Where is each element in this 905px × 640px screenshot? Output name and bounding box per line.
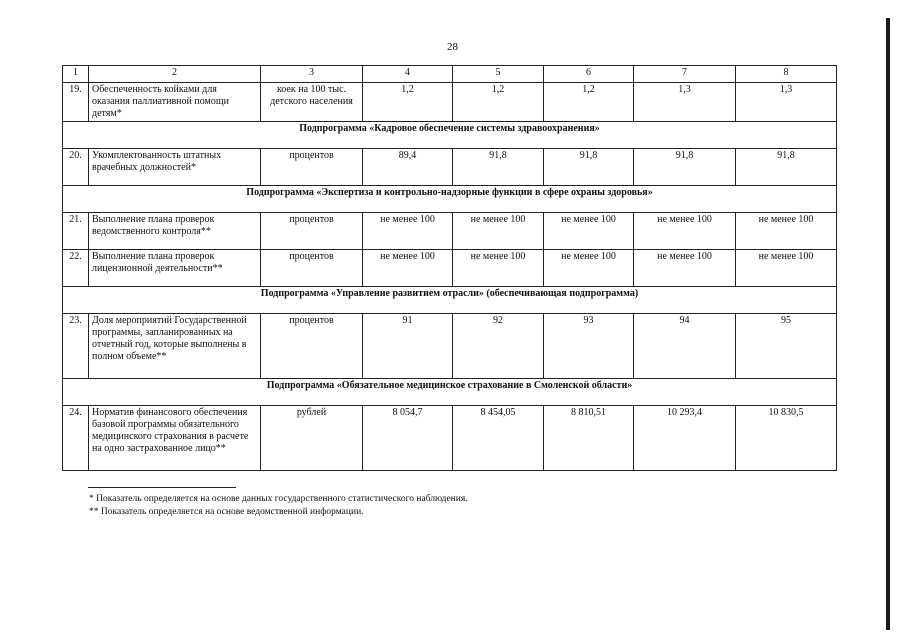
indicator-unit: коек на 100 тыс. детского населения bbox=[261, 83, 363, 122]
indicator-unit: рублей bbox=[261, 406, 363, 471]
indicator-value: не менее 100 bbox=[736, 213, 837, 250]
indicators-table bbox=[62, 65, 837, 471]
subprogram-title: Подпрограмма «Управление развитием отрасли» (обеспечивающая подпрограмма) bbox=[63, 287, 837, 314]
indicator-value: не менее 100 bbox=[363, 213, 453, 250]
indicator-name: Доля мероприятий Государственной программы, запланированных на отчетный год, которые выполнены в полном объеме** bbox=[89, 314, 261, 379]
indicator-value: 1,3 bbox=[736, 83, 837, 122]
footnotes bbox=[89, 493, 789, 519]
indicator-number: 22. bbox=[63, 250, 89, 287]
column-number: 3 bbox=[261, 66, 363, 83]
indicator-number: 24. bbox=[63, 406, 89, 471]
column-number: 8 bbox=[736, 66, 837, 83]
indicator-value: не менее 100 bbox=[634, 213, 736, 250]
indicator-value: не менее 100 bbox=[453, 250, 544, 287]
indicator-value: не менее 100 bbox=[736, 250, 837, 287]
indicator-value: не менее 100 bbox=[544, 250, 634, 287]
indicator-row bbox=[63, 213, 837, 250]
indicator-value: 91,8 bbox=[736, 149, 837, 186]
subprogram-title: Подпрограмма «Экспертиза и контрольно-надзорные функции в сфере охраны здоровья» bbox=[63, 186, 837, 213]
column-number: 4 bbox=[363, 66, 453, 83]
indicator-value: 8 810,51 bbox=[544, 406, 634, 471]
indicator-name: Норматив финансового обеспечения базовой программы обязательного медицинского страхования в расчете на одно застрахованное лицо** bbox=[89, 406, 261, 471]
indicator-value: 92 bbox=[453, 314, 544, 379]
indicator-value: 91,8 bbox=[634, 149, 736, 186]
indicator-value: 8 054,7 bbox=[363, 406, 453, 471]
indicators-table-body bbox=[63, 66, 837, 471]
column-number: 5 bbox=[453, 66, 544, 83]
page-edge-bar bbox=[886, 18, 890, 630]
indicator-value: 1,2 bbox=[544, 83, 634, 122]
subprogram-header-row bbox=[63, 379, 837, 406]
footnote-departmental: ** Показатель определяется на основе ведомственной информации. bbox=[89, 507, 364, 517]
indicator-number: 20. bbox=[63, 149, 89, 186]
indicator-value: 91,8 bbox=[453, 149, 544, 186]
subprogram-title: Подпрограмма «Обязательное медицинское страхование в Смоленской области» bbox=[63, 379, 837, 406]
indicator-row bbox=[63, 83, 837, 122]
column-number: 7 bbox=[634, 66, 736, 83]
indicator-value: 1,3 bbox=[634, 83, 736, 122]
subprogram-header-row bbox=[63, 287, 837, 314]
subprogram-header-row bbox=[63, 186, 837, 213]
indicator-unit: процентов bbox=[261, 314, 363, 379]
indicator-value: 1,2 bbox=[363, 83, 453, 122]
subprogram-header-row bbox=[63, 122, 837, 149]
indicator-name: Выполнение плана проверок ведомственного контроля** bbox=[89, 213, 261, 250]
indicator-value: 10 830,5 bbox=[736, 406, 837, 471]
indicator-value: 93 bbox=[544, 314, 634, 379]
indicator-value: не менее 100 bbox=[453, 213, 544, 250]
indicator-name: Выполнение плана проверок лицензионной деятельности** bbox=[89, 250, 261, 287]
indicator-value: 8 454,05 bbox=[453, 406, 544, 471]
indicator-number: 21. bbox=[63, 213, 89, 250]
column-number-row bbox=[63, 66, 837, 83]
indicator-unit: процентов bbox=[261, 149, 363, 186]
column-number: 1 bbox=[63, 66, 89, 83]
indicator-row bbox=[63, 250, 837, 287]
indicator-value: 1,2 bbox=[453, 83, 544, 122]
indicator-number: 19. bbox=[63, 83, 89, 122]
indicator-number: 23. bbox=[63, 314, 89, 379]
indicator-value: 94 bbox=[634, 314, 736, 379]
indicator-value: не менее 100 bbox=[634, 250, 736, 287]
indicator-value: 91 bbox=[363, 314, 453, 379]
indicator-value: не менее 100 bbox=[363, 250, 453, 287]
footnote-statistical: * Показатель определяется на основе данных государственного статистического наблюдения. bbox=[89, 494, 468, 504]
indicator-row bbox=[63, 149, 837, 186]
indicator-unit: процентов bbox=[261, 213, 363, 250]
indicator-value: не менее 100 bbox=[544, 213, 634, 250]
indicator-unit: процентов bbox=[261, 250, 363, 287]
indicator-value: 89,4 bbox=[363, 149, 453, 186]
column-number: 6 bbox=[544, 66, 634, 83]
column-number: 2 bbox=[89, 66, 261, 83]
page-number: 28 bbox=[447, 41, 458, 53]
indicator-name: Обеспеченность койками для оказания паллиативной помощи детям* bbox=[89, 83, 261, 122]
indicator-value: 95 bbox=[736, 314, 837, 379]
indicator-row bbox=[63, 314, 837, 379]
indicator-row bbox=[63, 406, 837, 471]
indicator-name: Укомплектованность штатных врачебных должностей* bbox=[89, 149, 261, 186]
indicator-value: 91,8 bbox=[544, 149, 634, 186]
subprogram-title: Подпрограмма «Кадровое обеспечение системы здравоохранения» bbox=[63, 122, 837, 149]
footnote-rule bbox=[88, 487, 236, 488]
indicator-value: 10 293,4 bbox=[634, 406, 736, 471]
